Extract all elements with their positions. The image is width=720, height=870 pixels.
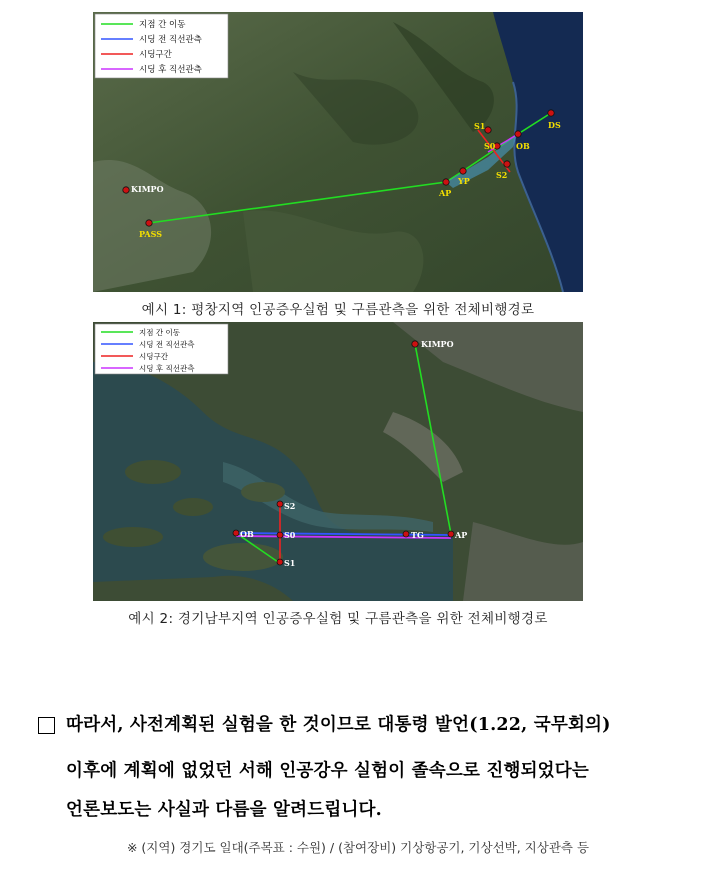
label-s1: S1 <box>474 121 486 131</box>
point2-ap <box>448 531 454 537</box>
label-ds: DS <box>548 120 561 130</box>
map-caption-1: 예시 1: 평창지역 인공증우실험 및 구름관측을 위한 전체비행경로 <box>141 302 535 318</box>
point-ds <box>548 110 554 116</box>
map-image-2 <box>93 322 583 601</box>
point2-kimpo <box>412 341 418 347</box>
point-s2 <box>504 161 510 167</box>
statement-line-1: 따라서, 사전계획된 실험을 한 것이므로 대통령 발언(1.22, 국무회의) <box>66 715 611 735</box>
statement-line-2: 이후에 계획에 없었던 서해 인공강우 실험이 졸속으로 진행되었다는 <box>66 761 589 781</box>
label-yp: YP <box>458 176 470 186</box>
legend-label-post-seeding: 시딩 후 직선관측 <box>139 65 202 75</box>
legend-label-move: 지점 간 이동 <box>139 20 186 30</box>
point2-s1 <box>277 559 283 565</box>
point2-s0 <box>277 532 283 538</box>
flight-path-map-gyeonggi <box>93 322 583 601</box>
label2-ob: OB <box>240 529 254 539</box>
point-pass <box>146 220 152 226</box>
flight-path-map-pyeongchang <box>93 12 583 292</box>
legend2-label-seeding: 시딩구간 <box>139 352 168 361</box>
legend2-label-move: 지점 간 이동 <box>139 328 180 337</box>
point2-s2 <box>277 501 283 507</box>
label2-s0: S0 <box>284 530 296 540</box>
map-caption-2: 예시 2: 경기남부지역 인공증우실험 및 구름관측을 위한 전체비행경로 <box>128 611 548 627</box>
label-kimpo: KIMPO <box>131 184 164 194</box>
footnote: ※ (지역) 경기도 일대(주목표 : 수원) / (참여장비) 기상항공기, 기상선박, 지상관측 등 <box>126 840 590 855</box>
legend2-label-post-seeding: 시딩 후 직선관측 <box>139 364 195 373</box>
checkbox-bullet <box>38 717 55 734</box>
legend-label-pre-seeding: 시딩 전 직선관측 <box>139 35 202 45</box>
point2-tg <box>403 531 409 537</box>
label-s2: S2 <box>496 170 508 180</box>
point2-ob <box>233 530 239 536</box>
map-image-1 <box>93 12 583 292</box>
statement-line-3: 언론보도는 사실과 다름을 알려드립니다. <box>66 800 382 820</box>
label2-tg: TG <box>411 530 424 540</box>
point-yp <box>460 168 466 174</box>
label2-s1: S1 <box>284 558 296 568</box>
point-s1 <box>485 127 491 133</box>
legend-label-seeding: 시딩구간 <box>139 50 172 60</box>
label-ob: OB <box>516 141 530 151</box>
label2-s2: S2 <box>284 501 296 511</box>
label-s0: S0 <box>484 141 496 151</box>
label-ap: AP <box>439 188 452 198</box>
point-kimpo <box>123 187 129 193</box>
point-ap <box>443 179 449 185</box>
legend2-label-pre-seeding: 시딩 전 직선관측 <box>139 340 195 349</box>
label2-kimpo: KIMPO <box>421 339 454 349</box>
point-ob <box>515 131 521 137</box>
label2-ap: AP <box>455 530 468 540</box>
label-pass: PASS <box>139 229 163 239</box>
